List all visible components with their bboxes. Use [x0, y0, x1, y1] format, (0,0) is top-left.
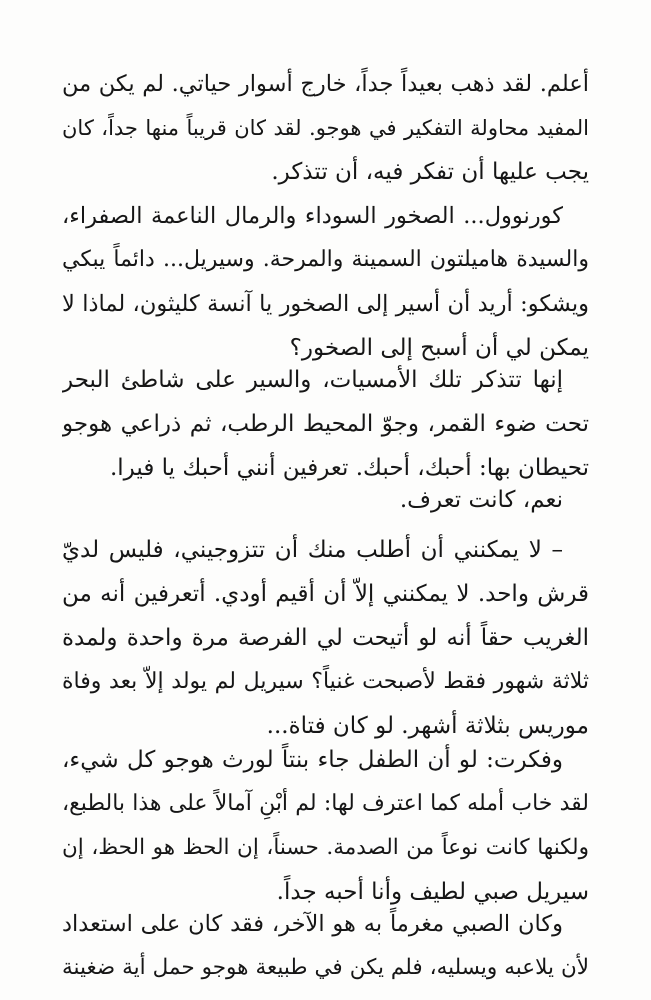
text-line: ويشكو: أريد أن أسير إلى الصخور يا آنسة كليثون، لماذا لا — [62, 291, 589, 317]
text-line: ولكنها كانت نوعاً من الصدمة. حسناً، إن الحظ هو الحظ، إن — [62, 835, 589, 860]
text-line: أعلم. لقد ذهب بعيداً جداً، خارج أسوار حياتي. لم يكن من — [62, 71, 589, 97]
text-line: كورنوول... الصخور السوداء والرمال الناعمة الصفراء، — [62, 203, 563, 229]
text-line: وكان الصبي مغرماً به هو الآخر، فقد كان على استعداد — [62, 911, 563, 937]
text-line: الغريب حقاً أنه لو أتيحت لي الفرصة مرة واحدة ولمدة — [62, 625, 589, 651]
text-line: يمكن لي أن أسبح إلى الصخور؟ — [289, 335, 589, 361]
text-line: نعم، كانت تعرف. — [399, 487, 563, 513]
paragraph-5 — [62, 528, 589, 748]
text-line: – لا يمكنني أن أطلب منك أن تتزوجيني، فليس لديّ — [62, 537, 563, 563]
text-line: يجب عليها أن تفكر فيه، أن تتذكر. — [271, 159, 589, 185]
text-line: تحيطان بها: أحبك، أحبك. تعرفين أنني أحبك يا فيرا. — [109, 455, 589, 481]
paragraph-3 — [62, 358, 589, 490]
text-line: لأن يلاعبه ويسليه، فلم يكن في طبيعة هوجو حمل أية ضغينة — [62, 955, 589, 980]
text-line: المفيد محاولة التفكير في هوجو. لقد كان قريباً منها جداً، كان — [62, 116, 589, 140]
text-line: لقد خاب أمله كما اعترف لها: لم أبْنِ آمالاً على هذا بالطبع، — [62, 791, 589, 816]
text-line: ثلاثة شهور فقط لأصبحت غنياً؟ سيريل لم يولد إلاّ بعد وفاة — [62, 669, 589, 694]
paragraph-1 — [62, 62, 589, 194]
paragraph-6 — [62, 738, 589, 914]
text-line: وفكرت: لو أن الطفل جاء بنتاً لورث هوجو كل شيء، — [62, 747, 563, 773]
text-line: إنها تتذكر تلك الأمسيات، والسير على شاطئ البحر — [62, 367, 563, 393]
text-line: موريس بثلاثة أشهر. لو كان فتاة... — [266, 713, 589, 739]
paragraph-7 — [62, 902, 589, 990]
text-line: تحت ضوء القمر، وجوّ المحيط الرطب، ثم ذراعي هوجو — [62, 411, 589, 437]
text-line: سيريل صبي لطيف وأنا أحبه جداً. — [276, 879, 589, 905]
page-text — [62, 62, 589, 982]
text-line: قرش واحد. لا يمكنني إلاّ أن أقيم أودي. أتعرفين أنه من — [62, 581, 589, 607]
text-line: والسيدة هاميلتون السمينة والمرحة. وسيريل... دائماً يبكي — [62, 247, 589, 272]
paragraph-2 — [62, 194, 589, 370]
paragraph-4 — [62, 478, 589, 522]
